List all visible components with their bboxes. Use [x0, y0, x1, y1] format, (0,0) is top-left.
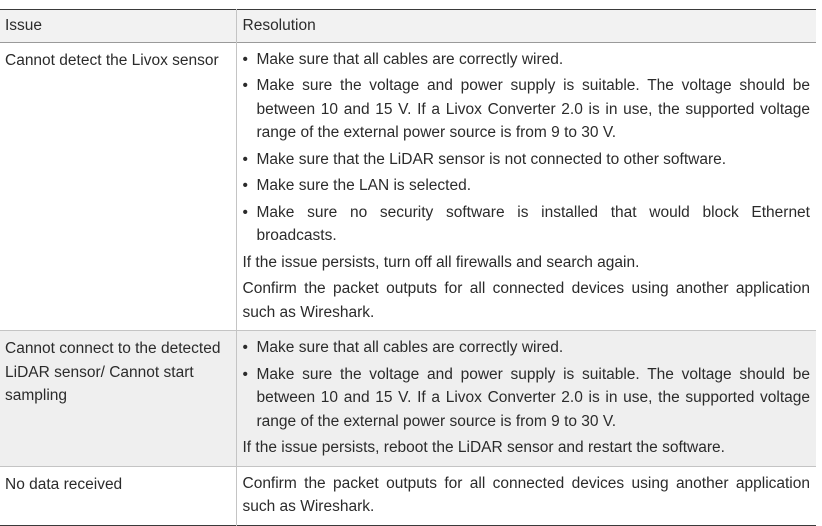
header-issue: Issue [5, 17, 43, 34]
resolution-bullet [243, 174, 811, 198]
bullet-dot: • [242, 77, 248, 94]
bullet-text: Make sure no security software is installed that would block Ethernet broadcasts. [256, 203, 810, 244]
resolution-cell [236, 42, 816, 331]
resolution-note: If the issue persists, reboot the LiDAR sensor and restart the software. [242, 439, 725, 456]
bullet-dot: • [242, 150, 248, 168]
bullet-text: Make sure the voltage and power supply is suitable. The voltage should be between 10 and 15 V. If a Livox Converter 2.0 is in use, the supported voltage range of the external power source is from 9 to 30 V. [256, 77, 810, 141]
resolution-bullet [243, 336, 811, 360]
table-row [0, 331, 816, 467]
header-resolution: Resolution [236, 10, 816, 43]
bullet-dot: • [242, 365, 248, 383]
bullet-text: Make sure that the LiDAR sensor is not connected to other software. [256, 150, 727, 168]
bullet-dot: • [242, 203, 248, 221]
table-row [0, 42, 816, 331]
issue-cell: Cannot detect the Livox sensor [5, 51, 219, 69]
resolution-bullet [243, 48, 811, 72]
resolution-bullet [243, 363, 811, 434]
issue-cell: No data received [5, 475, 123, 493]
bullet-text: Make sure the voltage and power supply is suitable. The voltage should be between 10 and 15 V. If a Livox Converter 2.0 is in use, the supported voltage range of the external power source is from 9 to 30 V. [256, 365, 810, 430]
resolution-cell [236, 331, 816, 467]
resolution-note: Confirm the packet outputs for all connected devices using another application such as Wireshark. [242, 474, 810, 515]
resolution-bullet-list [243, 336, 811, 433]
issue-cell: Cannot connect to the detected LiDAR sensor/ Cannot start sampling [5, 340, 221, 404]
troubleshooting-table [0, 9, 816, 526]
table-header-row [0, 10, 816, 43]
resolution-note: Confirm the packet outputs for all connected devices using another application such as Wireshark. [242, 280, 810, 321]
table-row [0, 466, 816, 525]
resolution-bullet [243, 148, 811, 172]
bullet-dot: • [242, 50, 248, 68]
bullet-dot: • [242, 177, 248, 194]
resolution-bullet-list [243, 48, 811, 248]
bullet-text: Make sure that all cables are correctly wired. [256, 339, 564, 356]
bullet-text: Make sure the LAN is selected. [256, 177, 472, 194]
bullet-text: Make sure that all cables are correctly wired. [256, 50, 564, 68]
bullet-dot: • [242, 339, 248, 356]
resolution-cell [236, 466, 816, 525]
resolution-bullet [243, 201, 811, 248]
resolution-bullet [243, 74, 811, 145]
troubleshooting-table-container [0, 9, 816, 526]
resolution-note: If the issue persists, turn off all firewalls and search again. [242, 253, 640, 271]
